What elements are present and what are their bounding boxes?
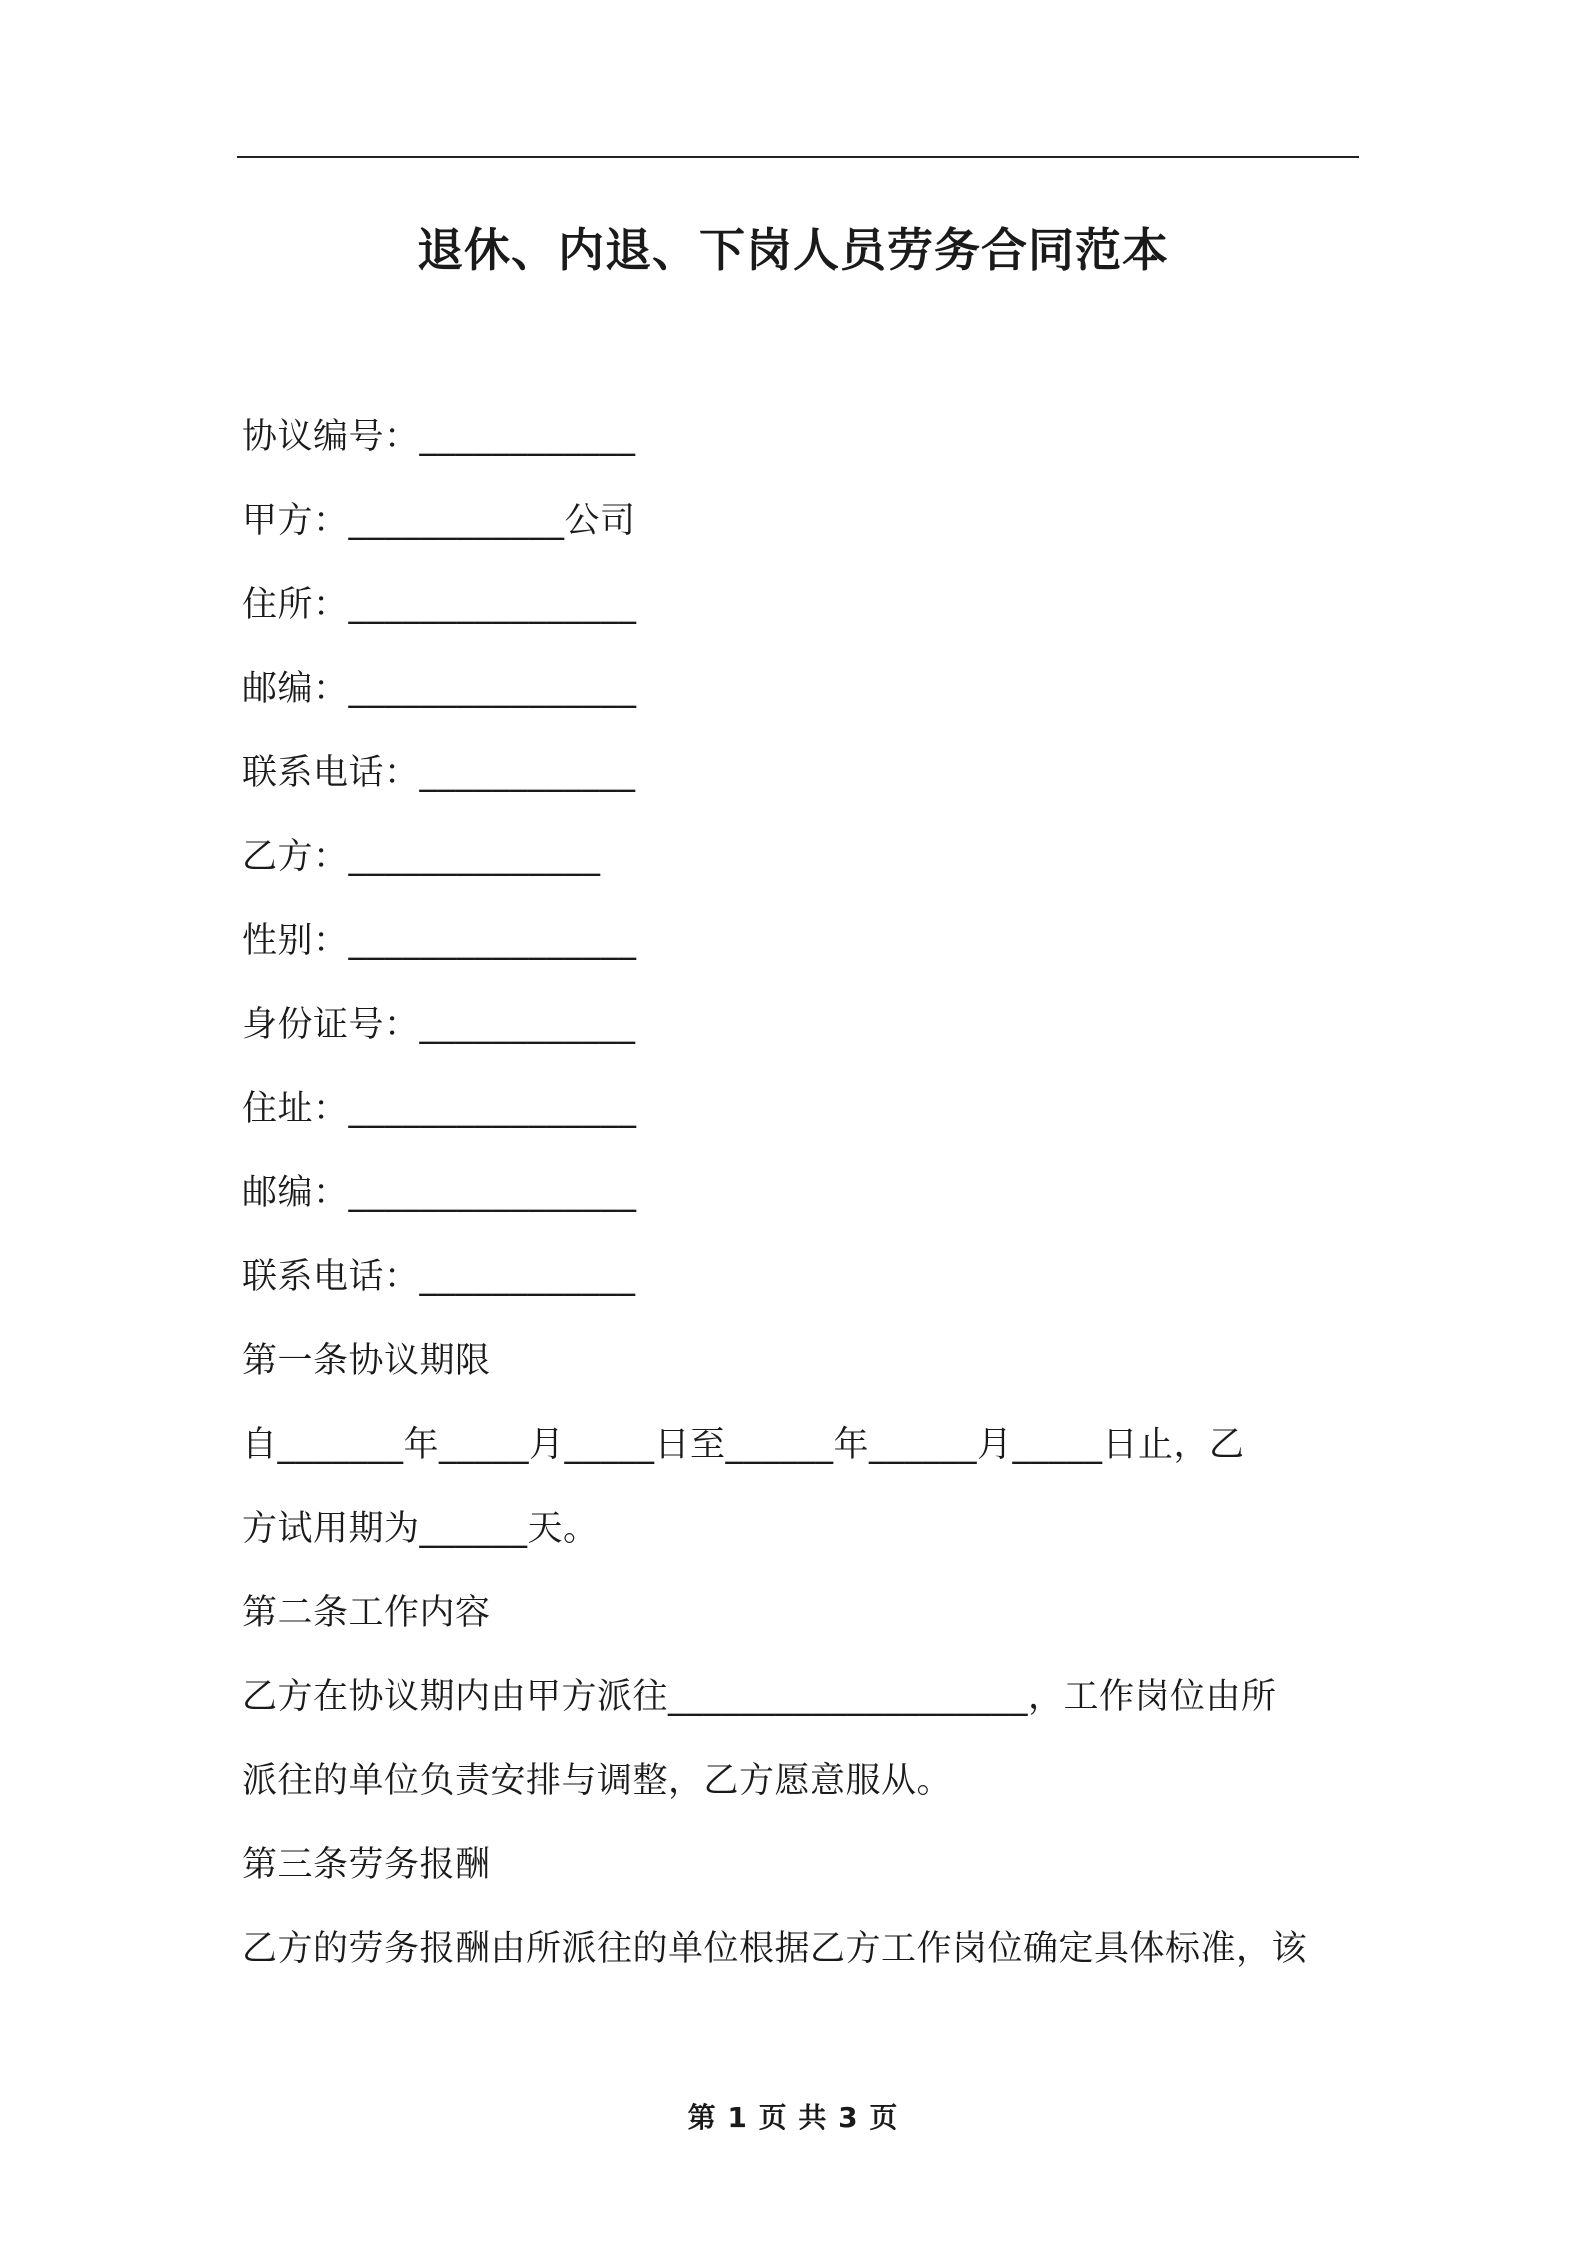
field-party-a-phone: 联系电话：____________	[242, 753, 636, 793]
section1-paragraph-line: 方试用期为______天。	[242, 1509, 599, 1549]
field-agreement-number: 协议编号：____________	[242, 417, 636, 457]
section3-heading: 第三条劳务报酬	[242, 1845, 491, 1885]
field-party-b-id-number: 身份证号：____________	[242, 1005, 636, 1045]
field-party-b-gender: 性别：________________	[242, 921, 637, 961]
section2-heading: 第二条工作内容	[242, 1593, 491, 1633]
field-party-a: 甲方：____________公司	[242, 501, 636, 541]
document-title: 退休、内退、下岗人员劳务合同范本	[417, 223, 1169, 277]
field-party-b-phone: 联系电话：____________	[242, 1257, 636, 1297]
page-number-footer: 第 1 页 共 3 页	[687, 2101, 899, 2134]
field-party-a-postcode: 邮编：________________	[242, 669, 637, 709]
field-party-b-address: 住址：________________	[242, 1089, 637, 1129]
section1-heading: 第一条协议期限	[242, 1341, 491, 1381]
section3-paragraph-line: 乙方的劳务报酬由所派往的单位根据乙方工作岗位确定具体标准，该	[242, 1929, 1308, 1969]
field-party-b: 乙方：______________	[242, 837, 601, 877]
section1-paragraph-line: 自_______年_____月_____日至______年______月_____日止，乙	[242, 1425, 1245, 1465]
section2-paragraph-line: 乙方在协议期内由甲方派往____________________，工作岗位由所	[242, 1677, 1277, 1717]
field-party-a-address: 住所：________________	[242, 585, 637, 625]
header-rule	[237, 156, 1359, 158]
field-party-b-postcode: 邮编：________________	[242, 1173, 637, 1213]
section2-paragraph-line: 派往的单位负责安排与调整，乙方愿意服从。	[242, 1761, 953, 1801]
